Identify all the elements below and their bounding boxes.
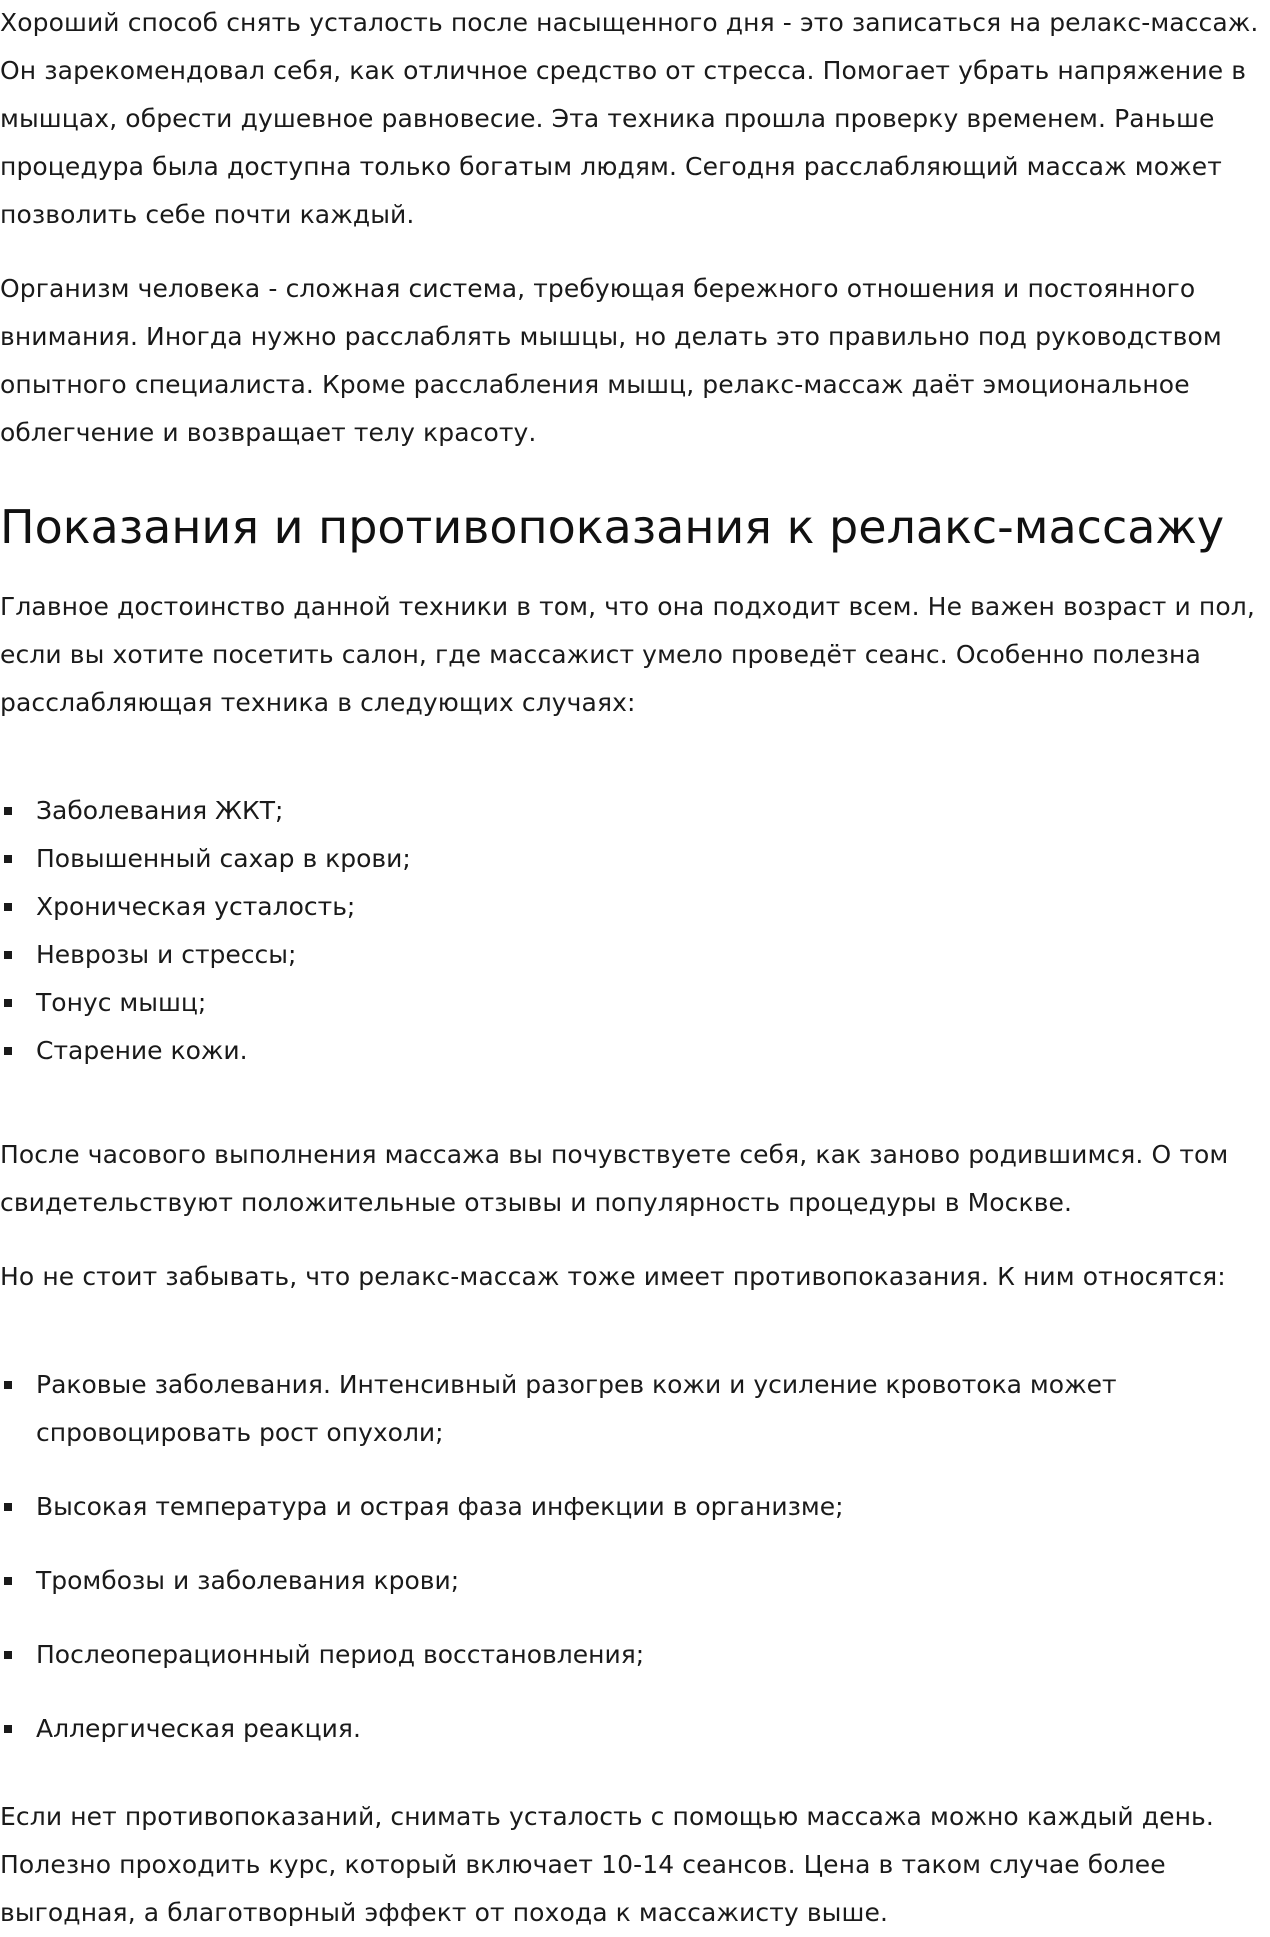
- list-item-text: Заболевания ЖКТ;: [36, 796, 284, 825]
- list-item-text: Старение кожи.: [36, 1036, 248, 1065]
- square-bullet-icon: [4, 807, 12, 815]
- square-bullet-icon: [4, 999, 12, 1007]
- list-item-text: Послеоперационный период восстановления;: [36, 1640, 645, 1669]
- list-item: [0, 1027, 1270, 1075]
- conclusion-paragraph: Если нет противопоказаний, снимать усталость с помощью массажа можно каждый день. Полезно проходить курс, который включает 10-14 сеансов. Цена в таком случае более выгодная, а благотворный эффект от похода к массажисту выше.: [0, 1802, 1214, 1927]
- list-item: [0, 1705, 1270, 1753]
- square-bullet-icon: [4, 1577, 12, 1585]
- contraindications-list: [0, 1361, 1270, 1753]
- list-item-text: Тромбозы и заболевания крови;: [36, 1566, 460, 1595]
- list-item: [0, 1557, 1270, 1605]
- list-item-text: Аллергическая реакция.: [36, 1714, 361, 1743]
- list-item: [0, 931, 1270, 979]
- list-item-text: Высокая температура и острая фаза инфекции в организме;: [36, 1492, 844, 1521]
- list-item-text: Неврозы и стрессы;: [36, 940, 297, 969]
- list-item: [0, 787, 1270, 835]
- list-item-text: Раковые заболевания. Интенсивный разогрев кожи и усиление кровотока может спровоцировать рост опухоли;: [36, 1370, 1117, 1447]
- list-item-text: Тонус мышц;: [36, 988, 207, 1017]
- list-item: [0, 883, 1270, 931]
- section-heading: Показания и противопоказания к релакс-массажу: [0, 500, 1225, 554]
- square-bullet-icon: [4, 1047, 12, 1055]
- square-bullet-icon: [4, 1503, 12, 1511]
- square-bullet-icon: [4, 951, 12, 959]
- indications-list: [0, 787, 1270, 1075]
- indications-intro: Главное достоинство данной техники в том, что она подходит всем. Не важен возраст и пол, если вы хотите посетить салон, где массажист умело проведёт сеанс. Особенно полезна расслабляющая техника в следующих случаях:: [0, 592, 1255, 717]
- list-item: [0, 1361, 1270, 1457]
- list-item: [0, 835, 1270, 883]
- list-item: [0, 979, 1270, 1027]
- list-item-text: Хроническая усталость;: [36, 892, 356, 921]
- square-bullet-icon: [4, 855, 12, 863]
- square-bullet-icon: [4, 903, 12, 911]
- after-indications-paragraph: После часового выполнения массажа вы почувствуете себя, как заново родившимся. О том свидетельствуют положительные отзывы и популярность процедуры в Москве.: [0, 1140, 1229, 1217]
- list-item-text: Повышенный сахар в крови;: [36, 844, 411, 873]
- intro-paragraph-2: Организм человека - сложная система, требующая бережного отношения и постоянного внимания. Иногда нужно расслаблять мышцы, но делать это правильно под руководством опытного специалиста. Кроме расслабления мышц, релакс-массаж даёт эмоциональное облегчение и возвращает телу красоту.: [0, 274, 1222, 447]
- contraindications-intro: Но не стоит забывать, что релакс-массаж тоже имеет противопоказания. К ним относятся:: [0, 1262, 1226, 1291]
- square-bullet-icon: [4, 1725, 12, 1733]
- intro-paragraph-1: Хороший способ снять усталость после насыщенного дня - это записаться на релакс-массаж. Он зарекомендовал себя, как отличное средство от стресса. Помогает убрать напряжение в мышцах, обрести душевное равновесие. Эта техника прошла проверку временем. Раньше процедура была доступна только богатым людям. Сегодня расслабляющий массаж может позволить себе почти каждый.: [0, 8, 1259, 229]
- square-bullet-icon: [4, 1381, 12, 1389]
- list-item: [0, 1483, 1270, 1531]
- list-item: [0, 1631, 1270, 1679]
- square-bullet-icon: [4, 1651, 12, 1659]
